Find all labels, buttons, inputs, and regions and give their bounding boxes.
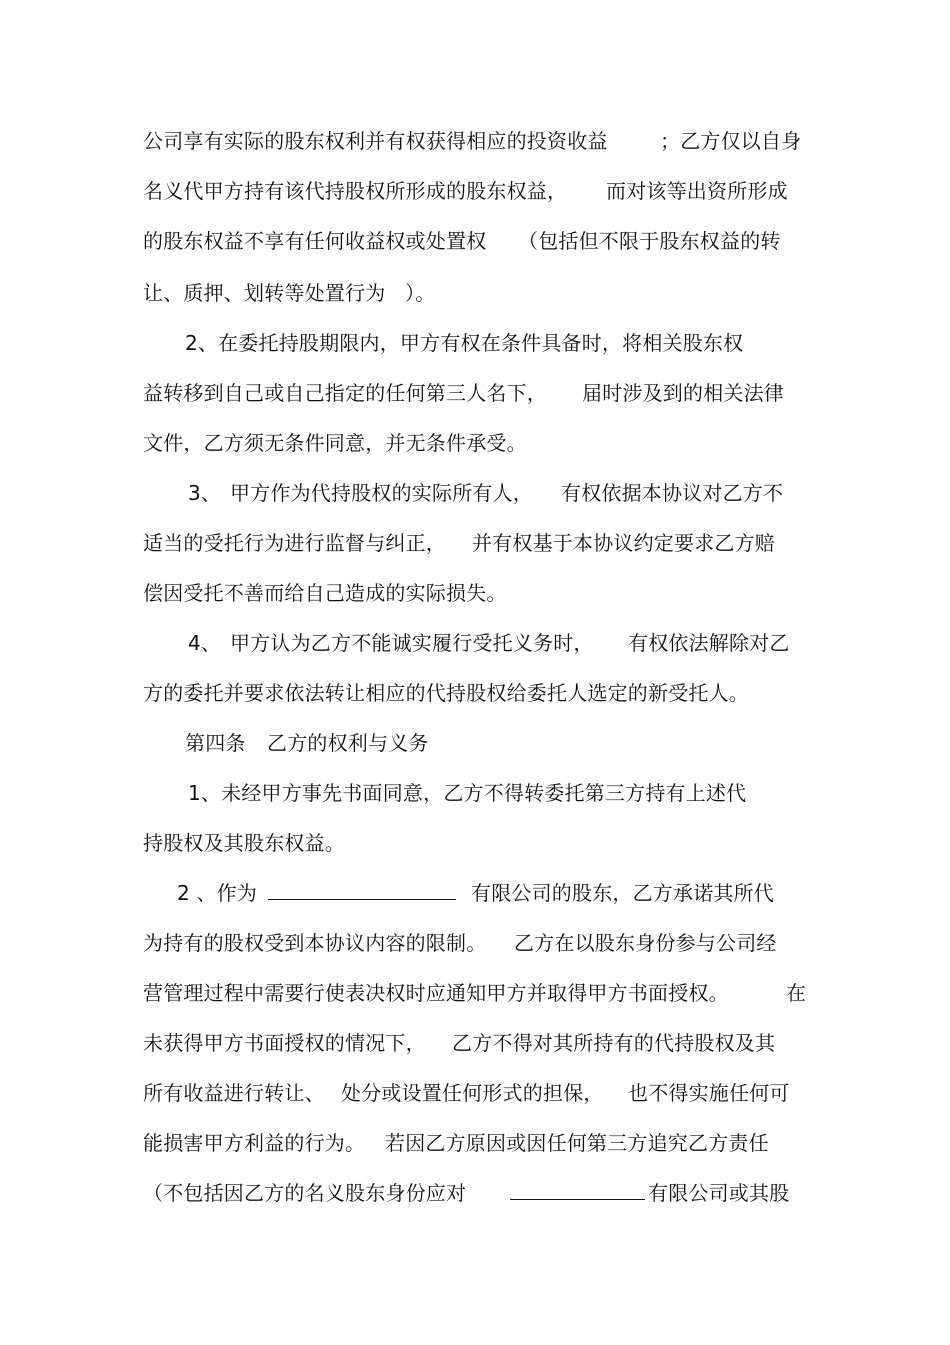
text-line	[628, 629, 790, 657]
text-line	[628, 1079, 790, 1107]
text-line	[143, 979, 729, 1007]
text-line	[188, 479, 221, 507]
text-line	[452, 1029, 775, 1057]
text-segment: 适当的受托行为进行监督与纠正，	[143, 531, 446, 555]
text-segment: 有权依据本协议对乙方不	[561, 481, 784, 505]
text-segment: 让、质押、划转等处置行为	[143, 281, 386, 305]
text-line	[143, 579, 507, 607]
text-segment: 公司享有实际的股东权利并有权获得相应的投资收益	[143, 129, 608, 153]
text-segment: 2、在委托持股期限内，甲方有权在条件具备时，将相关股东权	[185, 331, 744, 355]
text-segment: 若因乙方原因或因任何第三方追究乙方责任	[385, 1131, 769, 1155]
text-segment: 文件，乙方须无条件同意，并无条件承受。	[143, 431, 527, 455]
text-line	[582, 379, 784, 407]
section-heading	[185, 729, 246, 757]
text-line	[188, 779, 746, 807]
text-line	[606, 177, 788, 205]
text-segment: 并有权基于本协议约定要求乙方赔	[472, 531, 775, 555]
text-line	[143, 279, 385, 307]
text-line	[514, 929, 777, 957]
text-line	[143, 829, 345, 857]
text-line	[472, 529, 775, 557]
text-line	[143, 177, 567, 205]
text-segment: 2 、作为	[177, 881, 258, 905]
text-line	[471, 879, 774, 907]
text-line	[143, 1029, 426, 1057]
text-segment: 乙方在以股东身份参与公司经	[514, 931, 777, 955]
text-line	[230, 479, 533, 507]
text-segment: 在	[786, 981, 807, 1005]
text-line	[143, 1129, 365, 1157]
text-segment: 名义代甲方持有该代持股权所形成的股东权益，	[143, 179, 568, 203]
text-segment: 1、未经甲方事先书面同意，乙方不得转委托第三方持有上述代	[188, 781, 747, 805]
text-line	[648, 1179, 789, 1207]
text-line	[405, 279, 435, 307]
text-line	[143, 1179, 466, 1207]
blank-field	[268, 879, 456, 907]
text-segment: 持股权及其股东权益。	[143, 831, 345, 855]
text-line	[143, 227, 486, 255]
text-segment: （包括但不限于股东权益的转	[518, 229, 781, 253]
text-line	[660, 127, 801, 155]
text-segment: 未获得甲方书面授权的情况下，	[143, 1031, 426, 1055]
text-segment: 第四条	[185, 731, 246, 755]
text-segment: 为持有的股权受到本协议内容的限制。	[143, 931, 487, 955]
text-line	[143, 929, 486, 957]
text-line	[230, 629, 594, 657]
text-segment: 偿因受托不善而给自己造成的实际损失。	[143, 581, 507, 605]
text-line	[143, 127, 608, 155]
text-line	[188, 629, 221, 657]
text-line	[385, 1129, 769, 1157]
text-segment: 能损害甲方利益的行为。	[143, 1131, 366, 1155]
text-segment: ；乙方仅以自身	[660, 129, 802, 153]
text-segment: 处分或设置任何形式的担保，	[341, 1081, 604, 1105]
text-segment: （不包括因乙方的名义股东身份应对	[143, 1181, 467, 1205]
text-segment: 益转移到自己或自己指定的任何第三人名下，	[143, 381, 547, 405]
blank-field	[510, 1179, 645, 1207]
text-line	[143, 379, 547, 407]
text-line	[143, 1079, 325, 1107]
text-line	[185, 329, 743, 357]
text-line	[518, 227, 781, 255]
section-heading	[267, 729, 429, 757]
text-segment: 方的委托并要求依法转让相应的代持股权给委托人选定的新受托人。	[143, 681, 749, 705]
text-segment: 所有收益进行转让、	[143, 1081, 325, 1105]
text-segment: 届时涉及到的相关法律	[582, 381, 784, 405]
text-segment: 4、	[188, 631, 222, 655]
text-segment: 营管理过程中需要行使表决权时应通知甲方并取得甲方书面授权。	[143, 981, 729, 1005]
text-line	[561, 479, 783, 507]
text-segment: 的股东权益不享有任何收益权或处置权	[143, 229, 487, 253]
text-segment: 也不得实施任何可	[628, 1081, 790, 1105]
text-segment: 甲方认为乙方不能诚实履行受托义务时，	[230, 631, 594, 655]
text-segment: 3、	[188, 481, 222, 505]
text-line	[143, 679, 749, 707]
text-segment: 有限公司的股东，乙方承诺其所代	[471, 881, 774, 905]
text-segment: 乙方不得对其所持有的代持股权及其	[452, 1031, 776, 1055]
text-line	[341, 1079, 604, 1107]
text-segment: 而对该等出资所形成	[606, 179, 788, 203]
text-segment: ）。	[405, 281, 436, 305]
text-line	[177, 879, 257, 907]
text-line	[143, 429, 527, 457]
text-segment: 甲方作为代持股权的实际所有人，	[230, 481, 533, 505]
text-line	[143, 529, 446, 557]
text-segment: 有权依法解除对乙	[628, 631, 790, 655]
text-line	[786, 979, 806, 1007]
text-segment: 有限公司或其股	[648, 1181, 790, 1205]
text-segment: 乙方的权利与义务	[267, 731, 429, 755]
